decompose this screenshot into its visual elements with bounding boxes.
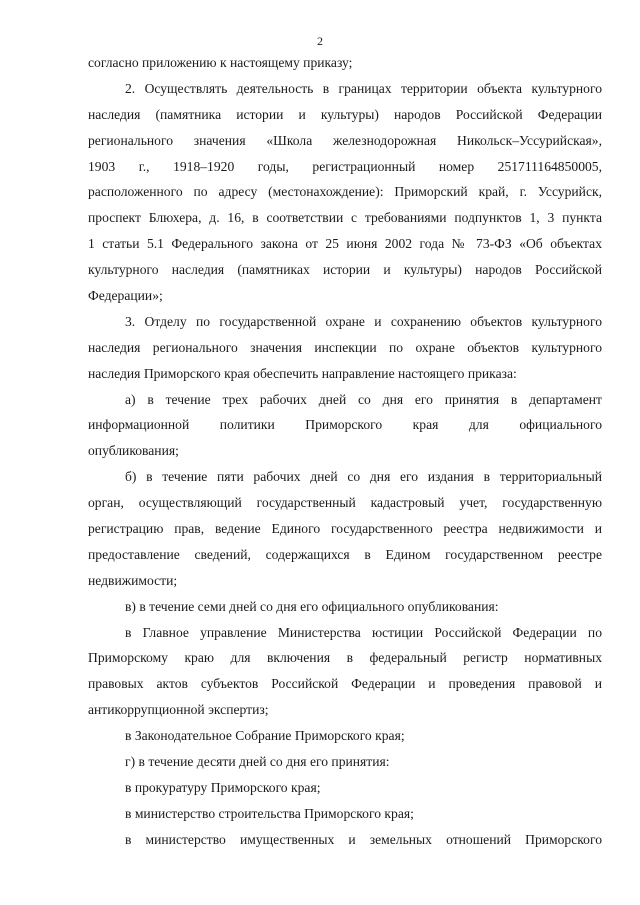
text-line: правовых актов субъектов Российской Федерации и проведения правовой и <box>88 676 602 692</box>
text-line: информационной политики Приморского края для официального <box>88 417 602 433</box>
text-line: антикоррупционной экспертиз; <box>88 702 269 718</box>
text-line: в) в течение семи дней со дня его официального опубликования: <box>125 598 499 614</box>
text-line: в прокуратуру Приморского края; <box>125 779 321 795</box>
paragraph <box>88 309 602 387</box>
text-line: опубликования; <box>88 443 179 459</box>
paragraph <box>88 76 602 309</box>
paragraph <box>88 464 602 593</box>
text-line: Федерации»; <box>88 288 163 304</box>
text-line: культурного наследия (памятниках истории и культуры) народов Российской <box>88 262 602 278</box>
text-line: наследия (памятника истории и культуры) народов Российской Федерации <box>88 106 602 122</box>
document-body <box>88 50 602 853</box>
text-line: предоставление сведений, содержащихся в Едином государственном реестре <box>88 546 602 562</box>
text-line: Приморскому краю для включения в федеральный регистр нормативных <box>88 650 602 666</box>
text-line: б) в течение пяти рабочих дней со дня его издания в территориальный <box>125 469 602 485</box>
paragraph <box>88 387 602 465</box>
text-line: 2. Осуществлять деятельность в границах территории объекта культурного <box>125 80 602 96</box>
text-line: наследия регионального значения инспекции по охране объектов культурного <box>88 339 602 355</box>
paragraph <box>88 723 602 749</box>
text-line: проспект Блюхера, д. 16, в соответствии с требованиями подпунктов 1, 3 пункта <box>88 210 602 226</box>
text-line: в министерство имущественных и земельных отношений Приморского <box>125 831 602 847</box>
paragraph <box>88 620 602 724</box>
text-line: регистрацию прав, ведение Единого государственного реестра недвижимости и <box>88 521 602 537</box>
text-line: в министерство строительства Приморского края; <box>125 805 414 821</box>
paragraph <box>88 594 602 620</box>
paragraph <box>88 801 602 827</box>
text-line: регионального значения «Школа железнодорожная Никольск–Уссурийская», <box>88 132 602 148</box>
text-line: 3. Отделу по государственной охране и сохранению объектов культурного <box>125 313 602 329</box>
text-line: а) в течение трех рабочих дней со дня его принятия в департамент <box>125 391 602 407</box>
paragraph <box>88 50 602 76</box>
text-line: г) в течение десяти дней со дня его принятия: <box>125 754 390 770</box>
text-line: расположенного по адресу (местонахождение): Приморский край, г. Уссурийск, <box>88 184 602 200</box>
text-line: орган, осуществляющий государственный кадастровый учет, государственную <box>88 495 602 511</box>
text-line: 1 статьи 5.1 Федерального закона от 25 июня 2002 года № 73-ФЗ «Об объектах <box>88 236 602 252</box>
text-line: согласно приложению к настоящему приказу; <box>88 55 353 70</box>
paragraph <box>88 827 602 853</box>
paragraph <box>88 749 602 775</box>
text-line: недвижимости; <box>88 572 178 588</box>
text-line: наследия Приморского края обеспечить направление настоящего приказа: <box>88 365 517 381</box>
text-line: в Законодательное Собрание Приморского края; <box>125 728 405 744</box>
text-line: 1903 г., 1918–1920 годы, регистрационный номер 251711164850005, <box>88 158 602 174</box>
page-number: 2 <box>317 34 323 48</box>
text-line: в Главное управление Министерства юстиции Российской Федерации по <box>125 624 602 640</box>
paragraph <box>88 775 602 801</box>
